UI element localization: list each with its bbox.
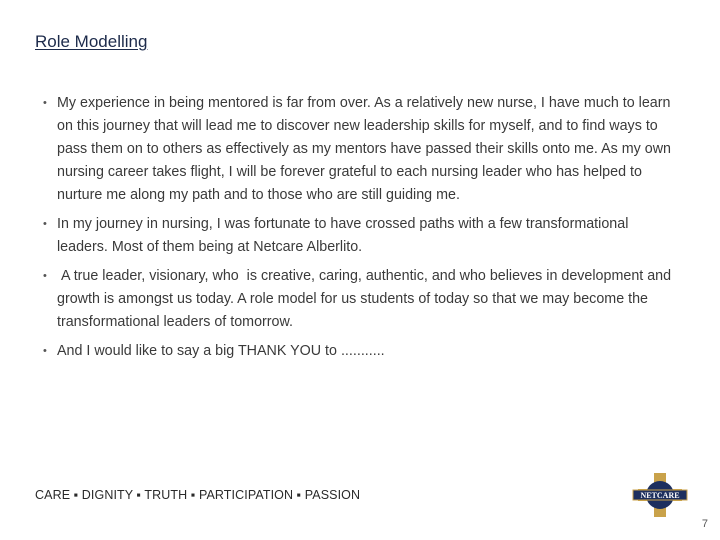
bullet-marker: • [43, 97, 47, 109]
page-number: 7 [701, 518, 708, 530]
bullet-marker: • [43, 218, 47, 230]
bullet-item [40, 92, 680, 207]
bullet-item [40, 265, 680, 334]
netcare-logo [632, 472, 688, 518]
bullet-item [40, 213, 680, 259]
bullet-text: My experience in being mentored is far from over. As a relatively new nurse, I have much to learn on this journey that will lead me to discover new leadership skills for myself, and to find ways to pass them on to others as effectively as my mentors have passed their skills onto me. As my own nursing career takes flight, I will be forever grateful to each nursing leader who has helped to nurture me along my path and to those who are still guiding me. [57, 95, 671, 203]
bullet-marker: • [43, 345, 47, 357]
footer-values-text: CARE ▪ DIGNITY ▪ TRUTH ▪ PARTICIPATION ▪ PASSION [35, 488, 361, 502]
bullet-text: In my journey in nursing, I was fortunate to have crossed paths with a few transformational leaders. Most of them being at Netcare Alberlito. [57, 216, 629, 255]
bullet-text: And I would like to say a big THANK YOU to ........... [57, 343, 385, 359]
logo-wordmark: NETCARE [640, 491, 680, 500]
bullet-list [40, 92, 680, 369]
bullet-text: A true leader, visionary, who is creative, caring, authentic, and who believes in development and growth is amongst us today. A role model for us students of today so that we may become the transformational leaders of tomorrow. [57, 268, 676, 330]
slide-title: Role Modelling [35, 32, 148, 51]
bullet-marker: • [43, 270, 47, 282]
bullet-item [40, 340, 680, 363]
